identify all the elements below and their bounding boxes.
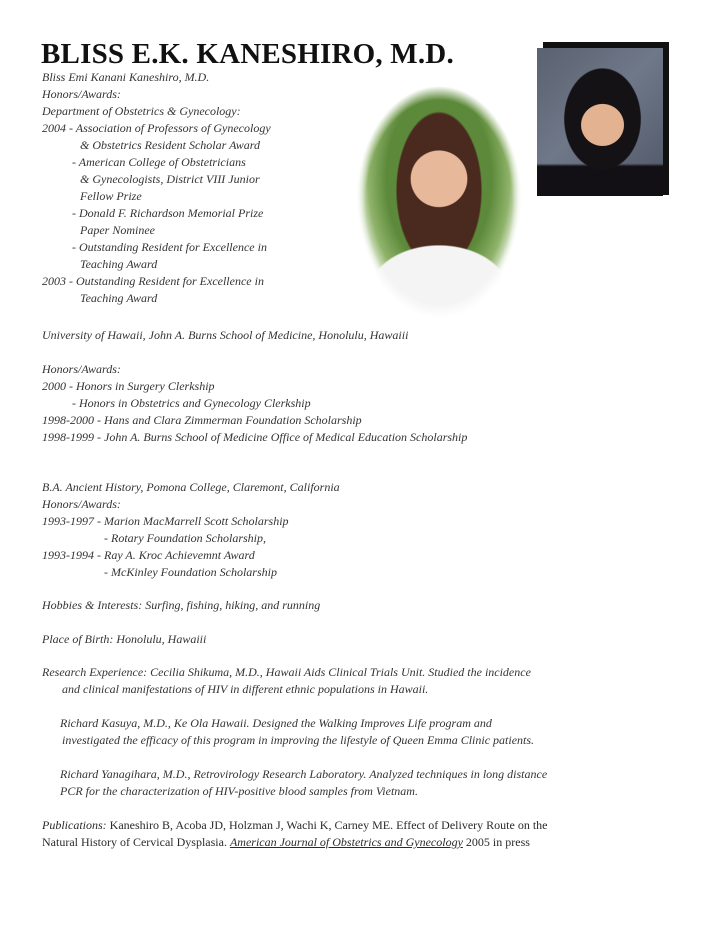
award-line: - Outstanding Resident for Excellence in: [72, 240, 267, 254]
award-line: Teaching Award: [80, 257, 158, 271]
department-heading: Department of Obstetrics & Gynecology:: [42, 104, 241, 118]
publication-title: Natural History of Cervical Dysplasia.: [42, 835, 230, 849]
place-of-birth: Place of Birth: Honolulu, Hawaiii: [42, 632, 207, 646]
residency-section: [42, 69, 271, 307]
journal-name: American Journal of Obstetrics and Gynecology: [229, 835, 463, 849]
residency-honors-heading: Honors/Awards:: [42, 87, 121, 101]
research-line: and clinical manifestations of HIV in different ethnic populations in Hawaii.: [62, 682, 429, 696]
award-line: 1998-1999 - John A. Burns School of Medicine Office of Medical Education Scholarship: [42, 430, 468, 444]
page-title: BLISS E.K. KANESHIRO, M.D.: [41, 38, 454, 70]
award-line: - American College of Obstetricians: [72, 155, 246, 169]
college-section: [42, 479, 340, 581]
research-line: PCR for the characterization of HIV-positive blood samples from Vietnam.: [60, 784, 418, 798]
portrait-photo-oval: [356, 86, 522, 318]
award-line: Teaching Award: [80, 291, 158, 305]
publications-label: Publications:: [42, 818, 107, 832]
award-line: 1993-1997 - Marion MacMarrell Scott Scholarship: [42, 514, 289, 528]
award-line: Paper Nominee: [80, 223, 155, 237]
hobbies: Hobbies & Interests: Surfing, fishing, hiking, and running: [42, 598, 321, 612]
award-line: 2004 - Association of Professors of Gynecology: [42, 121, 271, 135]
medical-school-honors-heading: Honors/Awards:: [42, 362, 121, 376]
award-line: Fellow Prize: [80, 189, 142, 203]
research-line: investigated the efficacy of this program in improving the lifestyle of Queen Emma Clinic patients.: [62, 733, 535, 747]
college-honors-heading: Honors/Awards:: [42, 497, 121, 511]
award-line: 1998-2000 - Hans and Clara Zimmerman Foundation Scholarship: [42, 413, 362, 427]
publication-status: 2005 in press: [462, 835, 530, 849]
research-line: Richard Yanagihara, M.D., Retrovirology Research Laboratory. Analyzed techniques in long distance: [60, 767, 548, 781]
research-entry: [60, 766, 547, 800]
award-line: - McKinley Foundation Scholarship: [104, 565, 277, 579]
award-line: - Donald F. Richardson Memorial Prize: [72, 206, 264, 220]
publications: [42, 817, 548, 851]
college-name: B.A. Ancient History, Pomona College, Claremont, California: [42, 480, 340, 494]
award-line: 1993-1994 - Ray A. Kroc Achievemnt Award: [42, 548, 255, 562]
award-line: & Obstetrics Resident Scholar Award: [80, 138, 260, 152]
award-line: & Gynecologists, District VIII Junior: [80, 172, 260, 186]
research-entry: [42, 664, 531, 698]
publication-citation: Kaneshiro B, Acoba JD, Holzman J, Wachi K, Carney ME. Effect of Delivery Route on the: [106, 818, 548, 832]
medical-school-name: University of Hawaii, John A. Burns School of Medicine, Honolulu, Hawaiii: [42, 328, 409, 342]
full-name: Bliss Emi Kanani Kaneshiro, M.D.: [42, 70, 210, 84]
research-line: Richard Kasuya, M.D., Ke Ola Hawaii. Designed the Walking Improves Life program and: [60, 716, 492, 730]
award-line: 2000 - Honors in Surgery Clerkship: [42, 379, 215, 393]
award-line: 2003 - Outstanding Resident for Excellence in: [42, 274, 264, 288]
award-line: - Honors in Obstetrics and Gynecology Clerkship: [72, 396, 311, 410]
portrait-photo-yearbook: [537, 48, 663, 196]
medical-school-section: [42, 327, 467, 446]
research-line: Research Experience: Cecilia Shikuma, M.D., Hawaii Aids Clinical Trials Unit. Studied the incidence: [42, 665, 531, 679]
award-line: - Rotary Foundation Scholarship,: [104, 531, 266, 545]
research-entry: [60, 715, 534, 749]
